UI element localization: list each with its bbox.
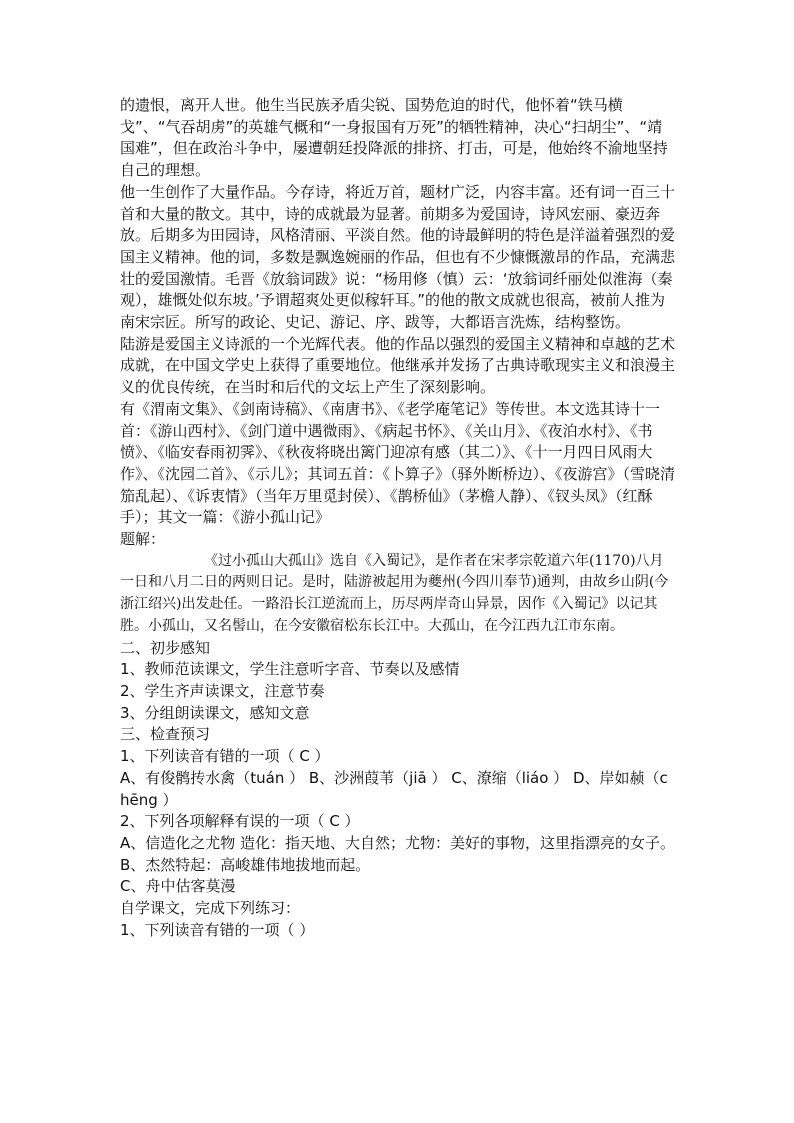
self-study-question-1: 1、下列读音有错的一项（ ） (120, 920, 315, 939)
question-2-option-c: C、舟中估客莫漫 (120, 877, 236, 896)
paragraph-collections: 有《渭南文集》、《剑南诗稿》、《南唐书》、《老学庵笔记》等传世。本文选其诗十一首：《游山西村》、《剑门道中遇微雨》、《病起书怀》、《关山月》、《夜泊水村》、《书愤》、《临安春雨初霁》、《秋夜将晓出篱门迎凉有感（其二）》、《十一月四日风雨大作》、《沈园二首》、《示儿》；其词五首：《卜算子》（驿外断桥边）、《夜游宫》（雪晓清笳乱起）、《诉衷情》（当年万里觅封侯）、《鹊桥仙》（茅檐人静）、《钗头凤》（红酥手）；其文一篇：《游小孤山记》 (120, 399, 676, 527)
paragraph-works: 他一生创作了大量作品。今存诗，将近万首，题材广泛，内容丰富。还有词一百三十首和大量的散文。其中，诗的成就最为显著。前期多为爱国诗，诗风宏丽、豪迈奔放。后期多为田园诗，风格清丽、平淡自然。他的诗最鲜明的特色是洋溢着强烈的爱国主义精神。他的词，多数是飘逸婉丽的作品，但也有不少慷慨激昂的作品，充满悲壮的爱国激情。毛晋《放翁词跋》说：“杨用修（慎）云：‘放翁词纤丽处似淮海（秦观），雄慨处似东坡。’予谓超爽处更似稼轩耳。”的他的散文成就也很高，被前人推为南宋宗匠。所写的政论、史记、游记、序、跋等，大都语言洗炼，结构整饬。 (120, 182, 676, 332)
list-item-perception-2: 2、学生齐声读课文，注意节奏 (120, 681, 325, 700)
question-2: 2、下列各项解释有误的一项（ C ） (120, 812, 360, 831)
paragraph-title-explanation: 《过小孤山大孤山》选自《入蜀记》，是作者在宋孝宗乾道六年(1170)八月一日和八月二日的两则日记。是时，陆游被起用为夔州(今四川奉节)通判，由故乡山阴(今浙江绍兴)出发赴任。一路沿长江逆流而上，历尽两岸奇山异景，因作《入蜀记》以记其胜。小孤山，又名髻山，在今安徽宿松东长江中。大孤山，在今江西九江市东南。 (120, 552, 669, 634)
heading-self-study: 自学课文，完成下列练习： (120, 899, 301, 918)
question-2-option-a: A、信造化之尤物 造化：指天地、大自然；尤物：美好的事物，这里指漂亮的女子。 (120, 833, 676, 852)
list-item-perception-3: 3、分组朗读课文，感知文意 (120, 703, 310, 722)
heading-check-preview: 三、检查预习 (120, 725, 211, 744)
question-1: 1、下列读音有错的一项（ C ） (120, 747, 330, 766)
paragraph-biography: 的遗恨，离开人世。他生当民族矛盾尖锐、国势危迫的时代，他怀着“铁马横戈”、“气吞胡虏”的英雄气概和“一身报国有万死”的牺牲精神，决心“扫胡尘”、“靖国难”，但在政治斗争中，屡遭朝廷投降派的排挤、打击，可是，他始终不渝地坚持自己的理想。 (120, 96, 668, 180)
paragraph-significance: 陆游是爱国主义诗派的一个光辉代表。他的作品以强烈的爱国主义精神和卓越的艺术成就，在中国文学史上获得了重要地位。他继承并发扬了古典诗歌现实主义和浪漫主义的优良传统，在当时和后代的文坛上产生了深刻影响。 (120, 334, 676, 397)
heading-title-explanation: 题解： (120, 530, 166, 549)
question-1-options: A、有俊鹘抟水禽（tuán ） B、沙洲葭苇（jiā ） C、潦缩（liáo ） D、岸如赪（chēng ） (120, 768, 668, 809)
question-2-option-b: B、杰然特起：高峻雄伟地拔地而起。 (120, 855, 371, 874)
heading-initial-perception: 二、初步感知 (120, 638, 211, 657)
list-item-perception-1: 1、教师范读课文，学生注意听字音、节奏以及感情 (120, 660, 460, 679)
document-page (120, 95, 676, 941)
